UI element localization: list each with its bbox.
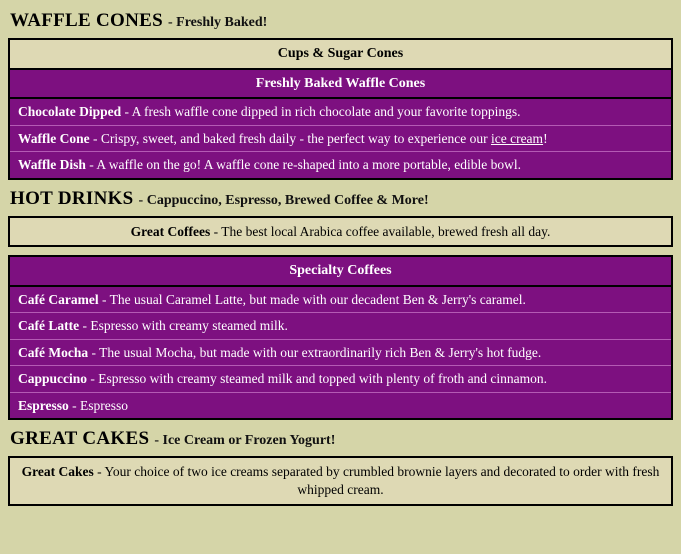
band-great-cakes bbox=[10, 458, 671, 503]
item-name: Waffle Cone bbox=[18, 130, 90, 146]
item-name: Cappuccino bbox=[18, 371, 88, 387]
section-subtitle: - Cappuccino, Espresso, Brewed Coffee & More! bbox=[138, 192, 429, 208]
section-title: WAFFLE CONES bbox=[10, 10, 163, 31]
item-name: Café Mocha bbox=[18, 344, 89, 360]
menu-item-row bbox=[10, 126, 671, 153]
section-header-hot-drinks bbox=[10, 188, 673, 210]
great-coffees-block bbox=[8, 216, 673, 248]
item-description: - Espresso with creamy steamed milk and topped with plenty of froth and cinnamon. bbox=[87, 371, 548, 387]
item-description: - A fresh waffle cone dipped in rich chocolate and your favorite toppings. bbox=[121, 104, 521, 119]
item-description: - A waffle on the go! A waffle cone re-shaped into a more portable, edible bowl. bbox=[85, 157, 522, 173]
item-description: - Crispy, sweet, and baked fresh daily - the perfect way to experience our bbox=[89, 130, 491, 146]
section-subtitle: - Ice Cream or Frozen Yogurt! bbox=[154, 433, 336, 449]
group-header-freshly-baked-waffle-cones: Freshly Baked Waffle Cones bbox=[10, 68, 671, 100]
band-great-coffees bbox=[10, 218, 671, 246]
menu-item-row bbox=[10, 366, 671, 393]
section-title: HOT DRINKS bbox=[10, 187, 134, 209]
waffle-cones-block bbox=[8, 38, 673, 180]
group-header-specialty-coffees: Specialty Coffees bbox=[10, 257, 671, 287]
item-description: - The best local Arabica coffee available, brewed fresh all day. bbox=[210, 223, 551, 239]
item-description: - The usual Caramel Latte, but made with our decadent Ben & Jerry's caramel. bbox=[98, 291, 526, 307]
menu-item-row bbox=[10, 313, 671, 340]
item-description-suffix: ! bbox=[543, 130, 548, 146]
item-description: - Your choice of two ice creams separated by crumbled brownie layers and decorated to order with fresh whipped cream. bbox=[93, 464, 660, 497]
menu-item-row bbox=[10, 99, 671, 126]
ice-cream-link[interactable]: ice cream bbox=[490, 130, 544, 146]
item-name: Chocolate Dipped bbox=[18, 104, 122, 119]
great-cakes-block bbox=[8, 456, 673, 505]
item-name: Waffle Dish bbox=[18, 157, 86, 173]
menu-item-row bbox=[10, 287, 671, 314]
menu-item-row bbox=[10, 340, 671, 367]
item-name: Great Cakes bbox=[21, 464, 94, 480]
item-name: Great Coffees bbox=[130, 223, 211, 239]
section-header-great-cakes bbox=[10, 428, 673, 450]
specialty-coffees-block bbox=[8, 255, 673, 420]
section-header-waffle-cones bbox=[10, 10, 673, 32]
menu-item-row bbox=[10, 393, 671, 419]
item-name: Espresso bbox=[18, 397, 69, 413]
item-description: - Espresso bbox=[68, 397, 129, 413]
item-description: - The usual Mocha, but made with our extraordinarily rich Ben & Jerry's hot fudge. bbox=[88, 344, 542, 360]
menu-item-row bbox=[10, 152, 671, 178]
item-name: Café Latte bbox=[18, 318, 80, 334]
section-subtitle: - Freshly Baked! bbox=[167, 15, 268, 30]
band-cups-and-sugar-cones: Cups & Sugar Cones bbox=[10, 40, 671, 68]
section-title: GREAT CAKES bbox=[10, 428, 150, 450]
item-name: Café Caramel bbox=[18, 291, 99, 307]
item-description: - Espresso with creamy steamed milk. bbox=[79, 318, 288, 334]
